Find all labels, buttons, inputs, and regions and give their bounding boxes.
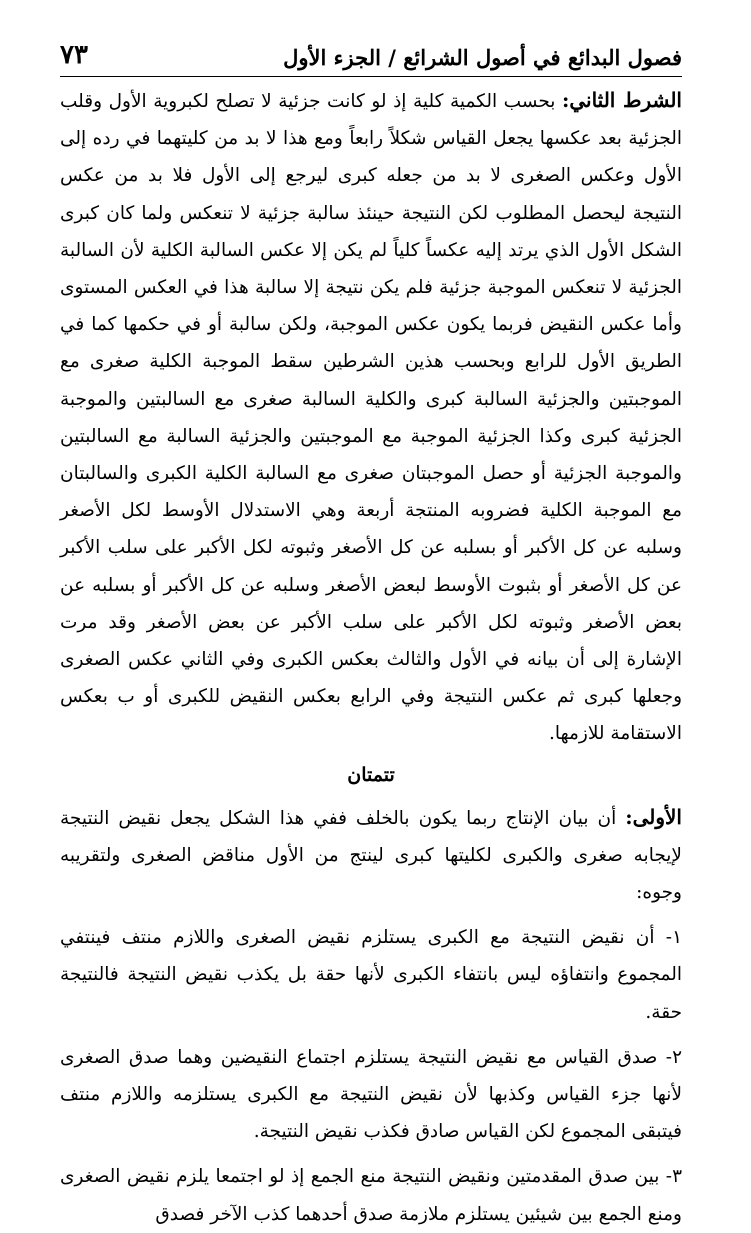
paragraph-lead: الشرط الثاني:	[561, 88, 682, 112]
page-header	[60, 28, 682, 70]
paragraph-text: أن بيان الإنتاج ربما يكون بالخلف ففي هذا الشكل يجعل نقيض النتيجة لإيجابه صغرى والكبرى لكليتها كبرى لينتج من الأول مناقض الصغرى ولتقريبه وجوه:	[60, 807, 682, 904]
list-item: ١- أن نقيض النتيجة مع الكبرى يستلزم نقيض الصغرى واللازم منتف فينتفي المجموع وانتفاؤه ليس بانتفاء الكبرى لأنها حقة بل يكذب نقيض النتيجة فالنتيجة حقة.	[60, 927, 682, 1023]
running-title: فصول البدائع في أصول الشرائع / الجزء الأول	[283, 45, 682, 70]
list-item: ٢- صدق القياس مع نقيض النتيجة يستلزم اجتماع النقيضين وهما صدق الصغرى لأنها جزء القياس وكذبها لأن نقيض النتيجة مع الكبرى يستلزمه واللازم منتف فيتبقى المجموع لكن القياس صادق فكذب نقيض النتيجة.	[60, 1046, 682, 1143]
list-item: ٣- بين صدق المقدمتين ونقيض النتيجة منع الجمع إذ لو اجتمعا يلزم نقيض الصغرى ومنع الجمع بين شيئين يستلزم ملازمة صدق أحدهما كذب الآخر فصدق	[60, 1166, 682, 1225]
paragraph-text: بحسب الكمية كلية إذ لو كانت جزئية لا تصلح لكبروية الأول وقلب الجزئية بعد عكسها يجعل القياس شكلاً رابعاً ومع هذا لا بد من كليتهما في رده إلى الأول وعكس الصغرى لا بد من جعله كبرى ليرجع إلى الأول فلا بد من عكس النتيجة ليحصل المطلوب لكن النتيجة حينئذ سالبة جزئية لا تنعكس ولما كان كبرى الشكل الأول الذي يرتد إليه عكساً كلياً لم يكن إلا عكس السالبة الكلية لأن السالبة الجزئية لا تنعكس الموجبة جزئية فلم يكن نتيجة إلا سالبة هذا في العكس المستوى وأما عكس النقيض فربما يكون عكس الموجبة، ولكن سالبة أو في حكمها كما في الطريق الأول للرابع وبحسب هذين الشرطين سقط الموجبة الكلية صغرى مع الموجبتين والجزئية السالبة كبرى والكلية السالبة صغرى مع السالبتين والموجبة الجزئية كبرى وكذا الجزئية الموجبة مع الموجبتين والجزئية السالبة مع السالبتين والموجبة الجزئية أو حصل الموجبتان صغرى مع السالبة الكلية الكبرى والسالبتان مع الموجبة الكلية فضروبه المنتجة أربعة وهي الاستدلال الأوسط لكل الأصغر وسلبه عن كل الأكبر أو بسلبه عن كل الأصغر وثبوته لكل الأكبر على سلب الأكبر عن كل الأصغر أو بثبوت الأوسط لبعض الأصغر وسلبه عن كل الأكبر أو بسلبه عن بعض الأصغر وثبوته لكل الأكبر على سلب الأكبر عن بعض الأصغر وقد مرت الإشارة إلى أن بيانه في الأول والثالث بعكس الكبرى وفي الثاني عكس الصغرى وجعلها كبرى ثم عكس النتيجة وفي الرابع بعكس النقيض للكبرى أو ب بعكس الاستقامة للازمها.	[60, 91, 682, 745]
page-number: ٧٣	[60, 40, 88, 70]
paragraph-condition-two	[60, 82, 682, 753]
paragraph-lead: الأولى:	[625, 804, 682, 829]
page-body	[60, 82, 682, 1233]
paragraph-first-supplement	[60, 799, 682, 912]
section-title: تتمتان	[347, 763, 395, 786]
header-divider	[60, 76, 682, 77]
